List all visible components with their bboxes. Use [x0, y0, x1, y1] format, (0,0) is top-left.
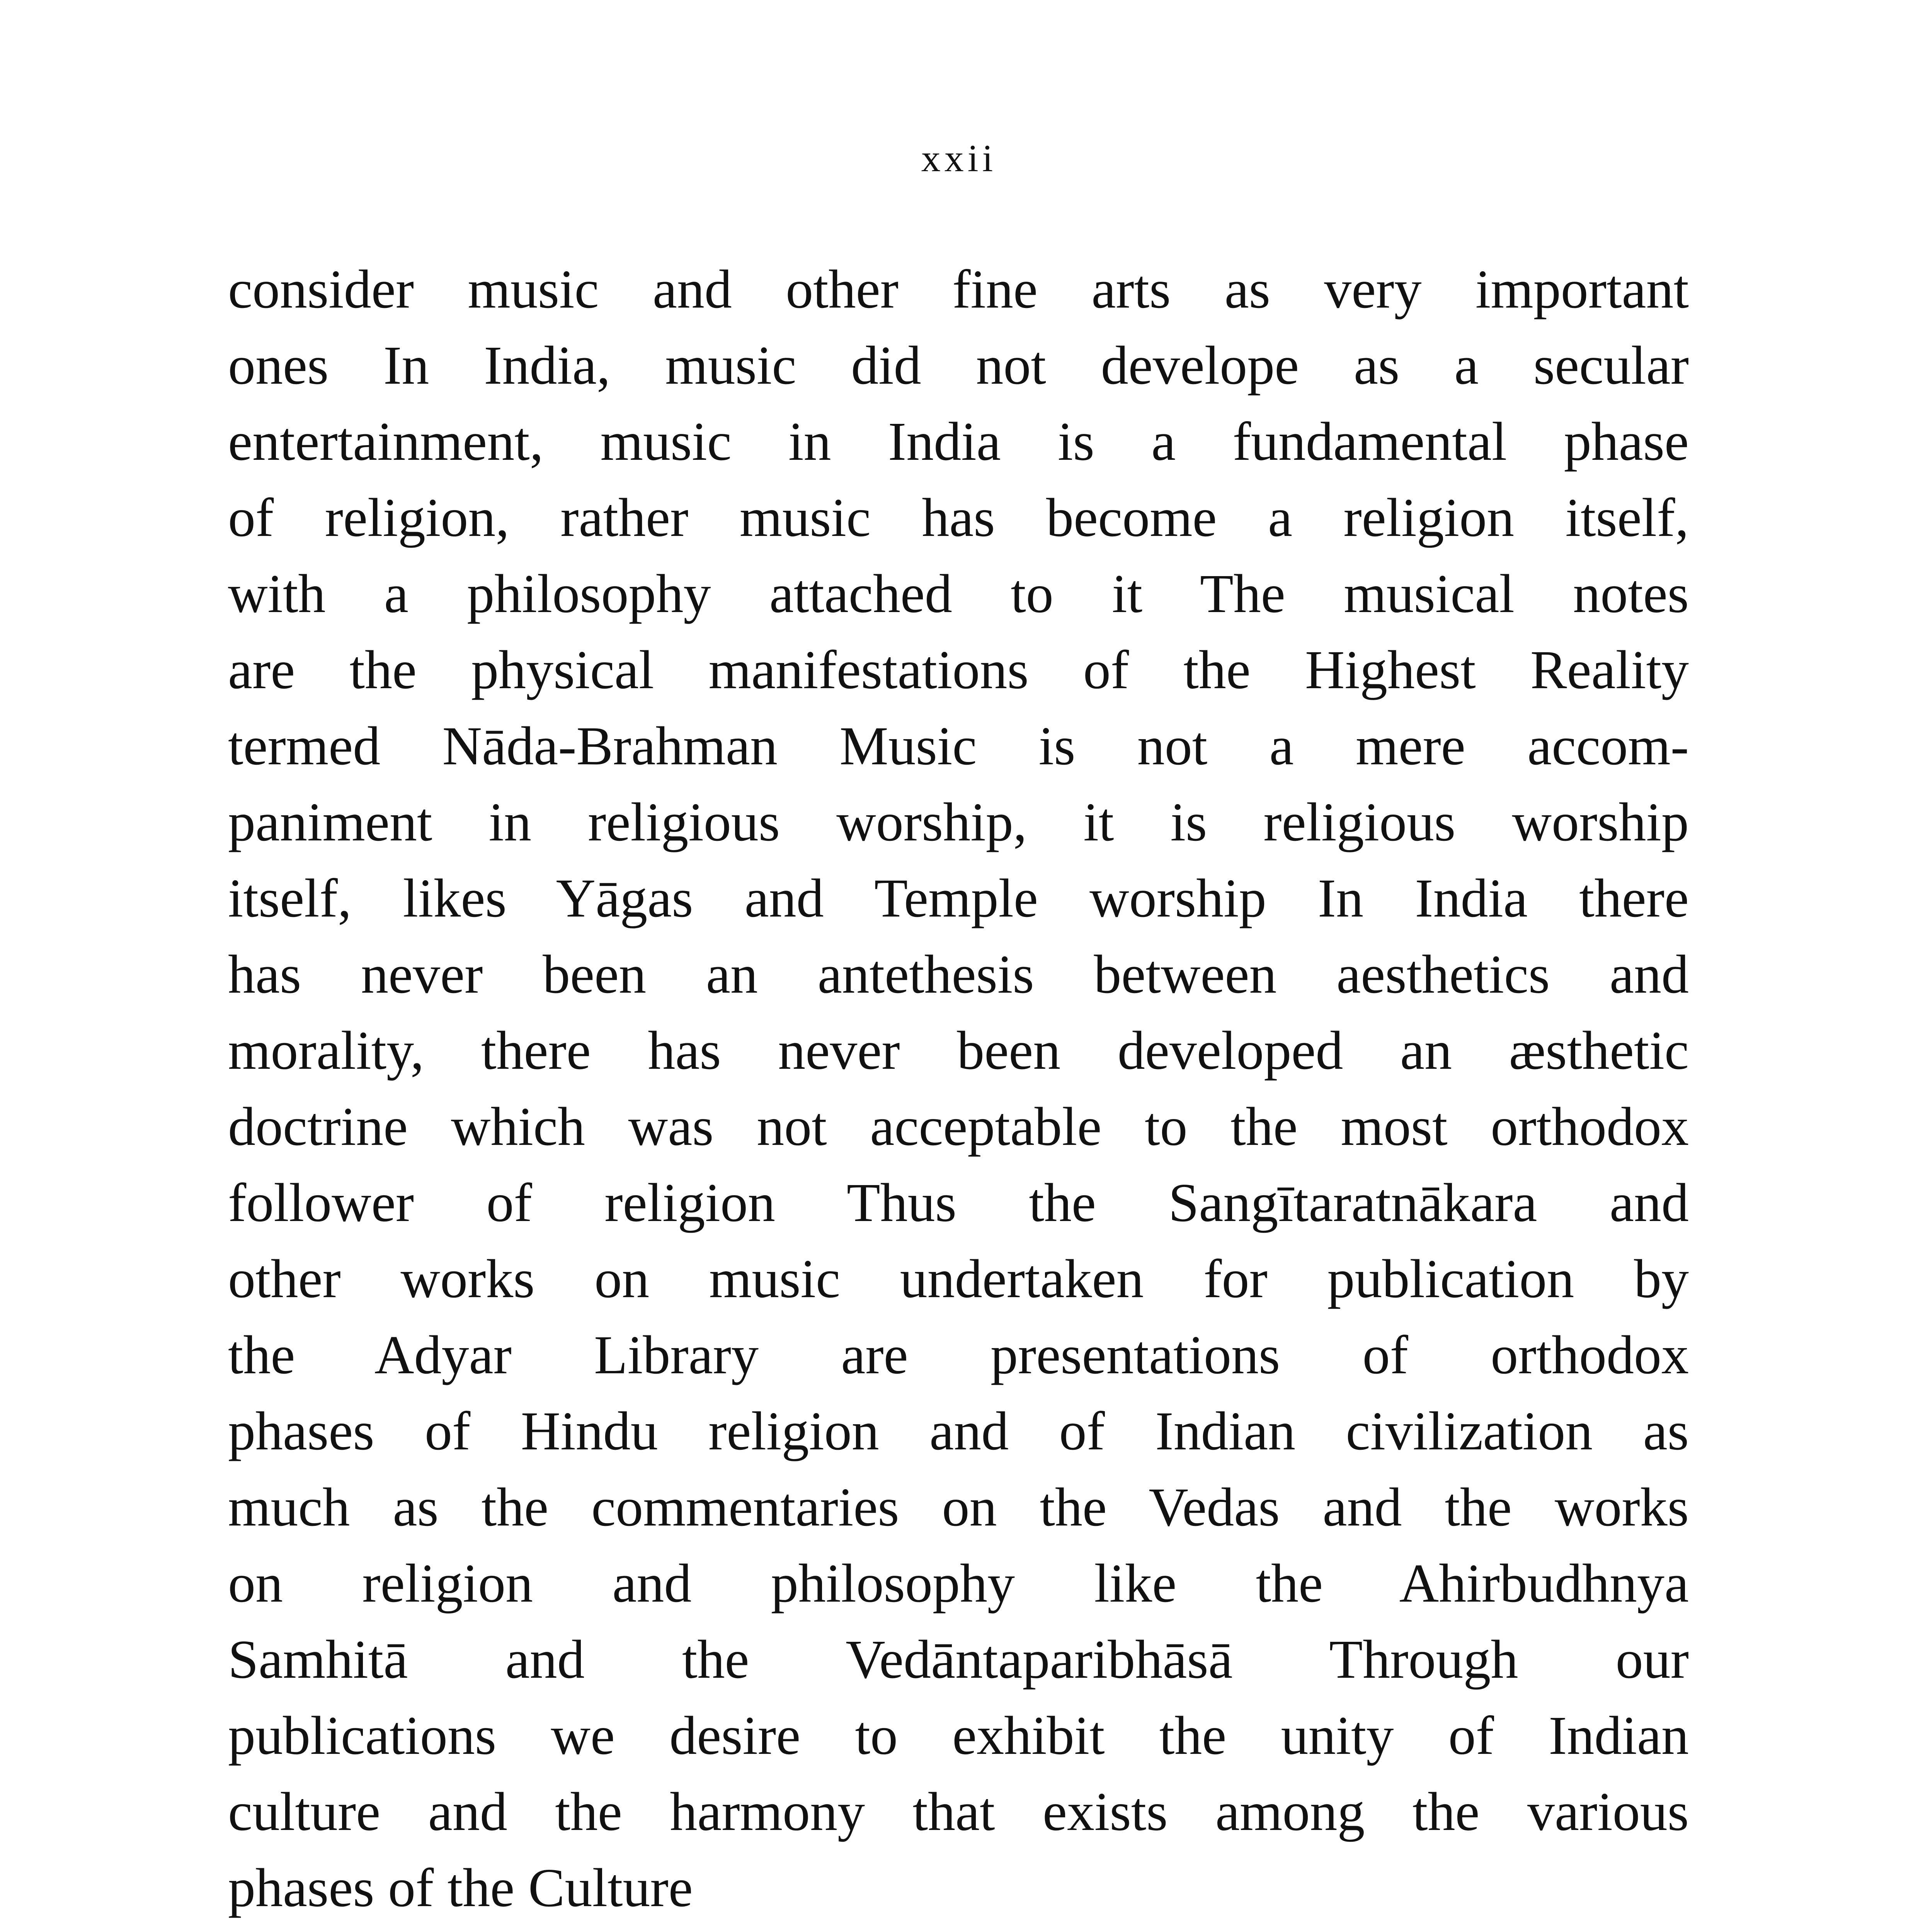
text-line: doctrine which was not acceptable to the most orthodox: [228, 1096, 1689, 1157]
text-line: phases of Hindu religion and of Indian civilization as: [228, 1400, 1689, 1461]
text-line: publications we desire to exhibit the unity of Indian: [228, 1705, 1689, 1766]
text-line: entertainment, music in India is a fundamental phase: [228, 411, 1689, 472]
paragraph-end-line: phases of the Culture: [228, 1857, 693, 1918]
text-line: on religion and philosophy like the Ahirbudhnya: [228, 1553, 1689, 1614]
text-line: culture and the harmony that exists among the various: [228, 1781, 1689, 1842]
text-line: paniment in religious worship, it is religious worship: [228, 791, 1689, 852]
text-line: much as the commentaries on the Vedas and the works: [228, 1476, 1689, 1537]
text-line: the Adyar Library are presentations of orthodox: [228, 1324, 1689, 1385]
text-line: are the physical manifestations of the Highest Reality: [228, 639, 1689, 700]
text-line: with a philosophy attached to it The musical notes: [228, 563, 1689, 624]
text-line: itself, likes Yāgas and Temple worship In India there: [228, 867, 1689, 929]
body-text: [228, 251, 1689, 1932]
text-line: follower of religion Thus the Sangītaratnākara and: [228, 1172, 1689, 1233]
text-line: has never been an antethesis between aesthetics and: [228, 944, 1689, 1005]
text-line: termed Nāda-Brahman Music is not a mere accom-: [228, 715, 1689, 776]
text-line: other works on music undertaken for publication by: [228, 1248, 1689, 1309]
text-line: ones In India, music did not develope as a secular: [228, 335, 1689, 396]
page-number: xxii: [921, 137, 997, 180]
paragraph-first-line: [228, 1926, 1689, 1932]
text-line: of religion, rather music has become a religion itself,: [228, 487, 1689, 548]
text-line: Samhitā and the Vedāntaparibhāsā Through our: [228, 1629, 1689, 1690]
text-line: consider music and other fine arts as very important: [228, 259, 1689, 320]
text-line: morality, there has never been developed an æsthetic: [228, 1020, 1689, 1081]
